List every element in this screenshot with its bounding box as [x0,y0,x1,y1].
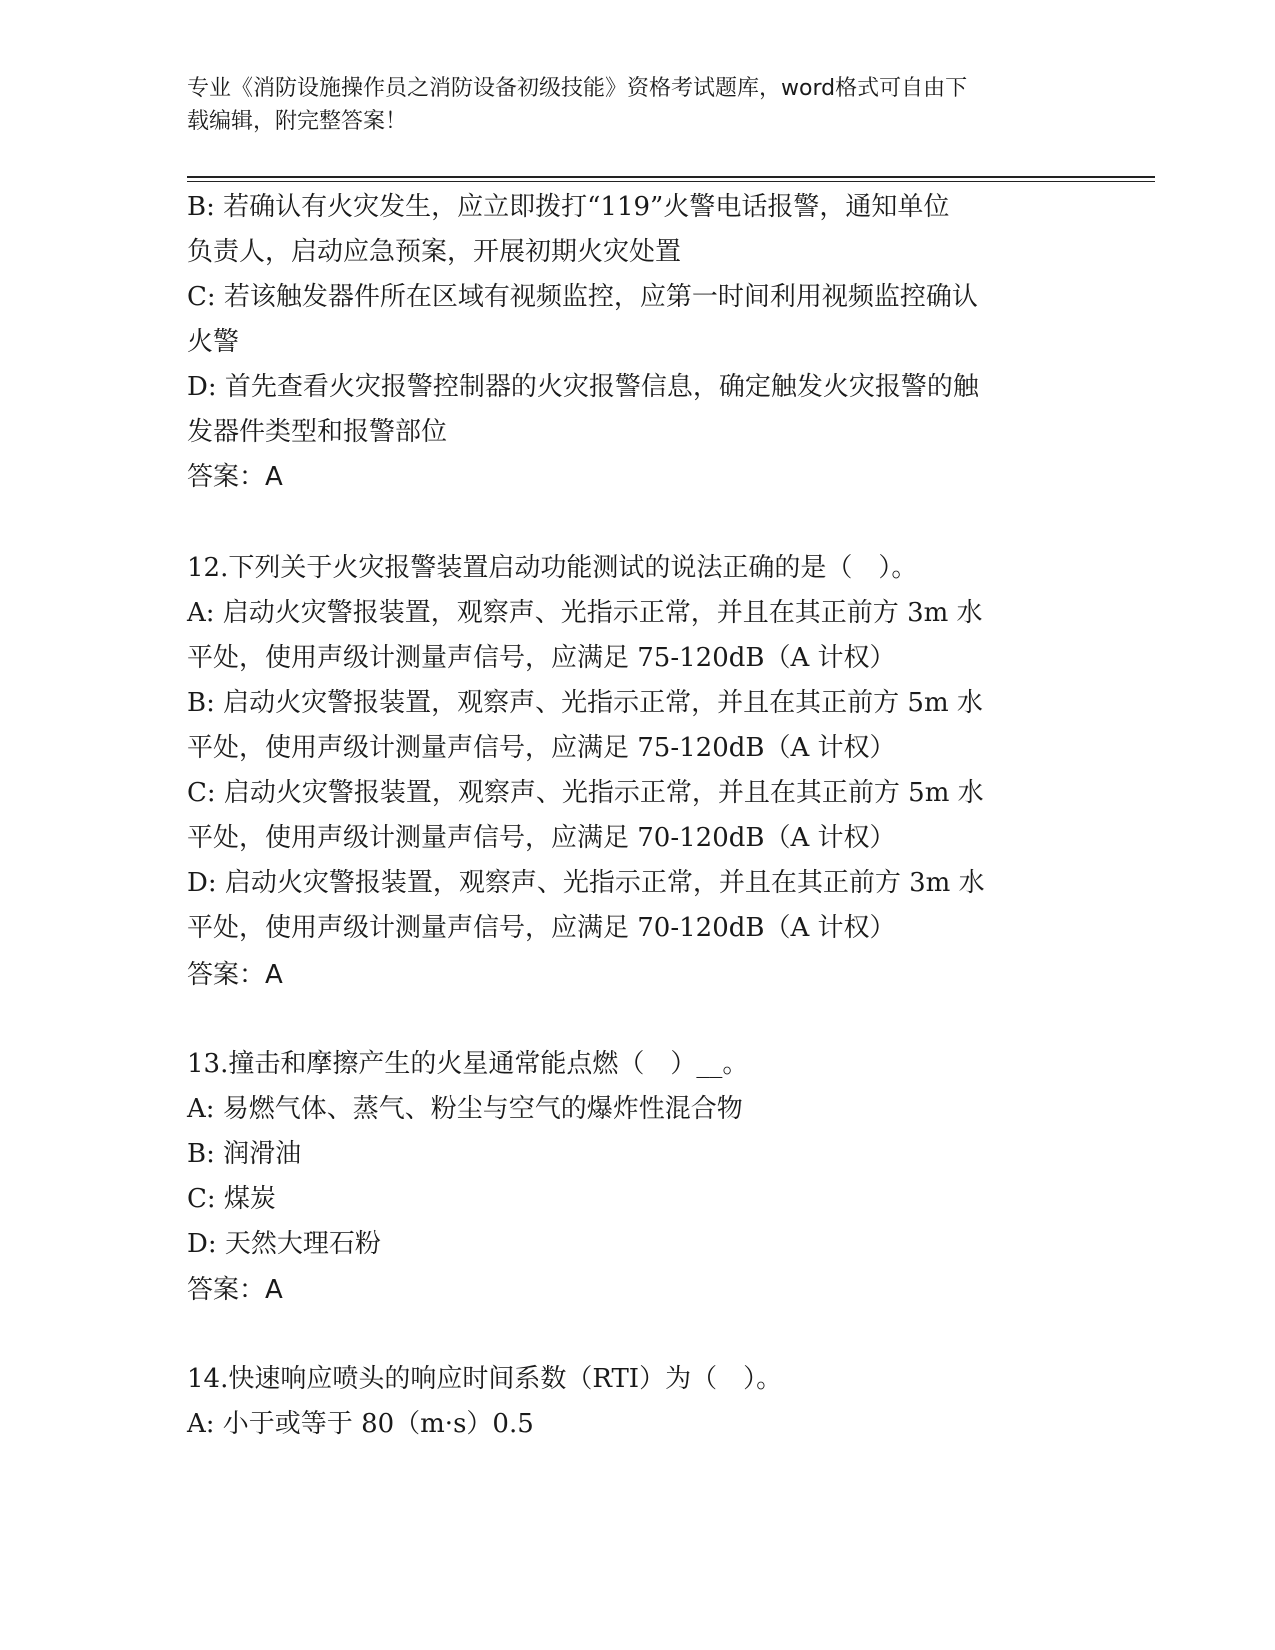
q11-option-b-line1: B: 若确认有火灾发生，应立即拨打“119”火警电话报警，通知单位 [187,192,950,222]
q12-option-d-line2: 平处，使用声级计测量声信号，应满足 70-120dB（A 计权） [187,913,896,943]
q11-option-d-line2: 发器件类型和报警部位 [187,417,448,447]
q12-option-d-line1: D: 启动火灾警报装置，观察声、光指示正常，并且在其正前方 3m 水 [187,868,985,898]
q13-option-a: A: 易燃气体、蒸气、粉尘与空气的爆炸性混合物 [187,1094,743,1124]
q11-option-c-line1: C: 若该触发器件所在区域有视频监控，应第一时间利用视频监控确认 [187,282,978,312]
q12-option-a-line1: A: 启动火灾警报装置，观察声、光指示正常，并且在其正前方 3m 水 [187,598,983,628]
header-rule-thick [187,176,1155,178]
q12-option-c-line1: C: 启动火灾警报装置，观察声、光指示正常，并且在其正前方 5m 水 [187,778,984,808]
q13-answer: 答案：A [187,1275,283,1305]
q13-stem: 13.撞击和摩擦产生的火星通常能点燃（ ）__。 [187,1049,749,1079]
header-line-1: 专业《消防设施操作员之消防设备初级技能》资格考试题库，word格式可自由下 [187,76,968,101]
q11-option-d-line1: D: 首先查看火灾报警控制器的火灾报警信息，确定触发火灾报警的触 [187,372,979,402]
q13-option-d: D: 天然大理石粉 [187,1229,381,1259]
q12-option-b-line1: B: 启动火灾警报装置，观察声、光指示正常，并且在其正前方 5m 水 [187,688,983,718]
q12-option-c-line2: 平处，使用声级计测量声信号，应满足 70-120dB（A 计权） [187,823,896,853]
q12-option-a-line2: 平处，使用声级计测量声信号，应满足 75-120dB（A 计权） [187,643,896,673]
q14-stem: 14.快速响应喷头的响应时间系数（RTI）为（ ）。 [187,1364,783,1394]
q13-option-b: B: 润滑油 [187,1139,302,1169]
q12-stem: 12.下列关于火灾报警装置启动功能测试的说法正确的是（ ）。 [187,553,918,583]
q11-option-c-line2: 火警 [187,327,240,357]
header-line-2: 载编辑，附完整答案！ [187,109,408,134]
document-header [187,72,1067,138]
q14-option-a: A: 小于或等于 80（m·s）0.5 [187,1409,534,1439]
q12-answer: 答案：A [187,960,283,990]
header-rule-thin [187,181,1155,182]
q11-option-b-line2: 负责人，启动应急预案，开展初期火灾处置 [187,237,682,267]
q12-option-b-line2: 平处，使用声级计测量声信号，应满足 75-120dB（A 计权） [187,733,896,763]
q11-answer: 答案：A [187,462,283,492]
q13-option-c: C: 煤炭 [187,1184,276,1214]
